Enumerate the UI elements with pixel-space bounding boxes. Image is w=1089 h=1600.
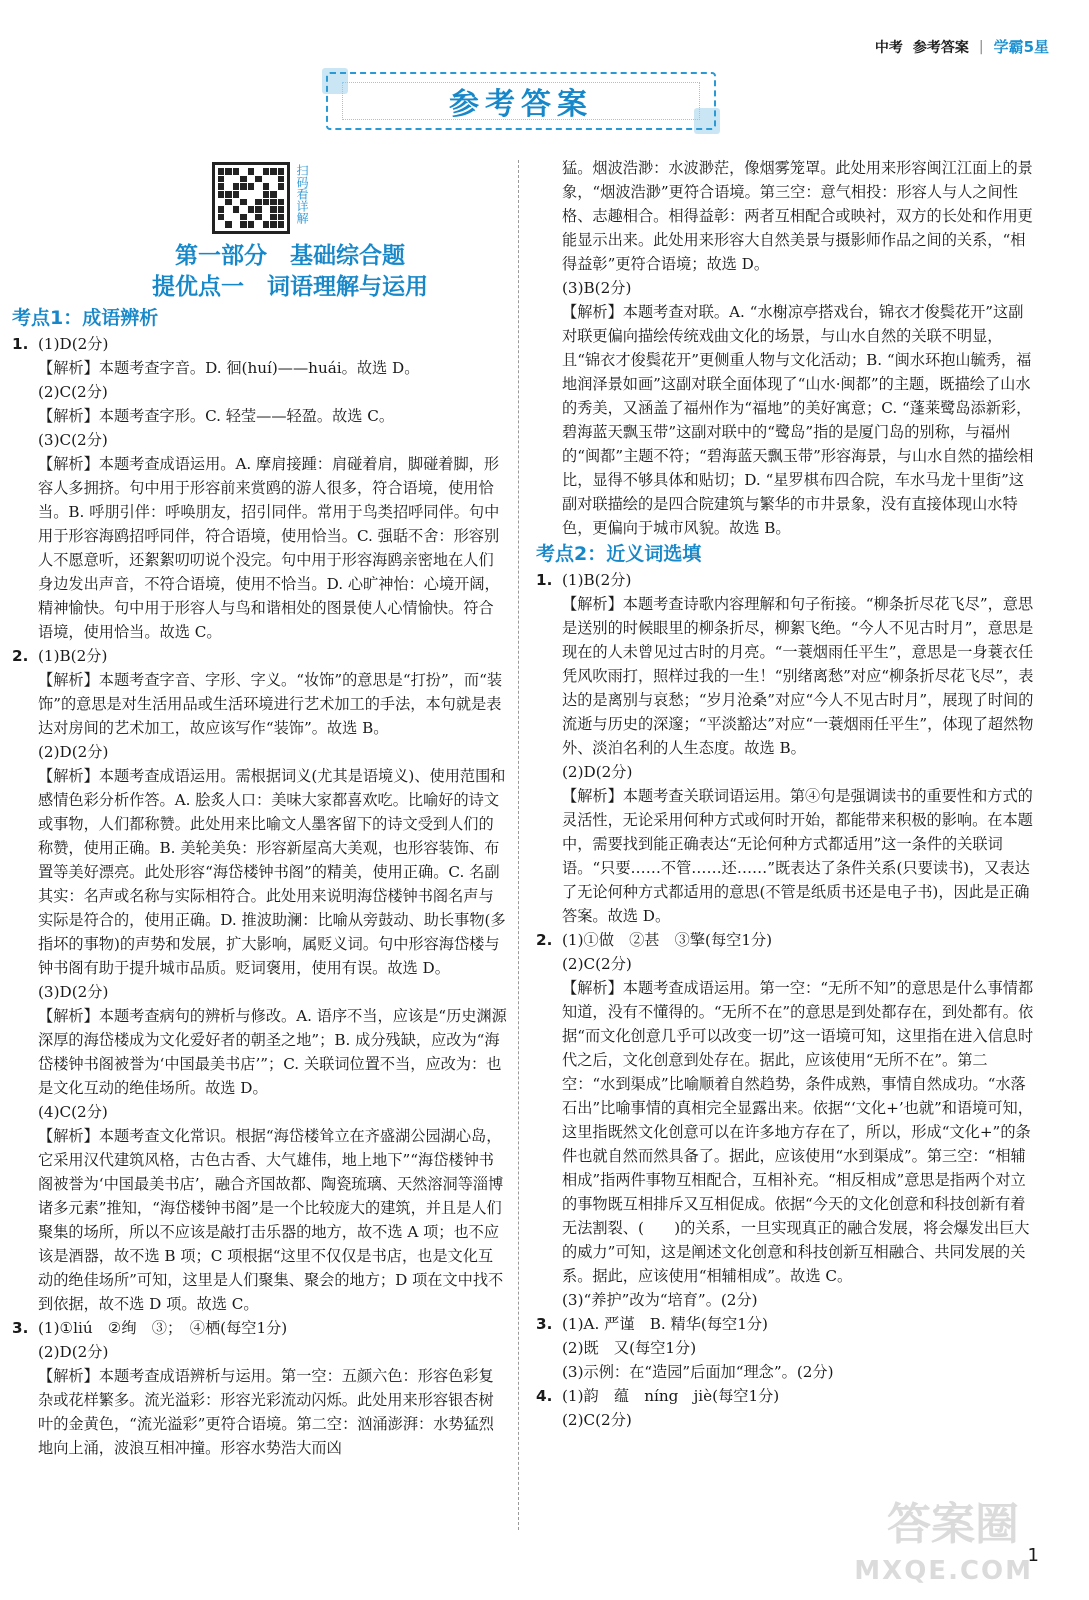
answer-text: 【解析】本题考查字形。C. 轻莹——轻盈。故选 C。 <box>38 407 395 425</box>
answer-text: (3)B(2分) <box>562 279 632 297</box>
answer-text: (4)C(2分) <box>38 1103 108 1121</box>
question-number: 2. <box>536 931 553 949</box>
question-number: 3. <box>536 1315 553 1333</box>
answer-text: 猛。烟波浩渺：水波渺茫，像烟雾笼罩。此处用来形容闽江江面上的景象，“烟波浩渺”更符合语境。第三空：意气相投：形容人与人之间性格、志趣相合。相得益彰：两者互相配合或映衬，双方的长处和作用更能显示出来。此处用来形容大自然美景与摄影师作品之间的关系，“相得益彰”更符合语境；故选 D。 <box>562 159 1033 273</box>
answer-text: (1)①liú ②绚 ③； ④栖(每空1分) <box>38 1319 288 1337</box>
answer-text: 【解析】本题考查成语运用。需根据词义(尤其是语境义)、使用范围和感情色彩分析作答。A. 脍炙人口：美味大家都喜欢吃。比喻好的诗文或事物，人们都称赞。此处用来比喻文人墨客留下的诗文受到人们的称赞，使用正确。B. 美轮美奂：形容新屋高大美观，也形容装饰、布置等美好漂亮。此处形容“海岱楼钟书阁”的精美，使用正确。C. 名副其实：名声或名称与实际相符合。此处用来说明海岱楼钟书阁名声与实际是符合的，使用正确。D. 推波助澜：比喻从旁鼓动、助长事物(多指坏的事物)的声势和发展，扩大影响，属贬义词。句中形容海岱楼与钟书阁有助于提升城市品质。贬词褒用，使用有误。故选 D。 <box>38 767 506 977</box>
question-number: 3. <box>12 1319 29 1337</box>
answer-text: (2)C(2分) <box>38 383 108 401</box>
answer-text: 【解析】本题考查文化常识。根据“海岱楼耸立在齐盛湖公园湖心岛，它采用汉代建筑风格，古色古香、大气雄伟，地上地下”“海岱楼钟书阁被誉为‘中国最美书店’，融合齐国故都、陶瓷琉璃、天然溶洞等淄博诸多元素”推知，“海岱楼钟书阁”是一个比较庞大的建筑，并且是人们聚集的场所，所以不应该是敲打击乐器的地方，故不选 A 项；也不应该是酒器，故不选 B 项；C 项根据“这里不仅仅是书店，也是文化互动的绝佳场所”可知，这里是人们聚集、聚会的地方；D 项在文中找不到依据，故不选 D 项。故选 C。 <box>38 1127 504 1313</box>
banner-title: 参考答案 <box>449 87 593 122</box>
answer-text: (3)C(2分) <box>38 431 108 449</box>
section-heading: 考点2：近义词选填 <box>536 543 702 565</box>
answer-text: (2)既 又(每空1分) <box>562 1339 697 1357</box>
answer-text: 【解析】本题考查诗歌内容理解和句子衔接。“柳条折尽花飞尽”，意思是送别的时候眼里的柳条折尽，柳絮飞绝。“今人不见古时月”，意思是现在的人未曾见过古时的月亮。“一蓑烟雨任平生”，意思是一身蓑衣任凭风吹雨打，照样过我的一生！“别绪离愁”对应“柳条折尽花飞尽”，表达的是离别与哀愁；“岁月沧桑”对应“今人不见古时月”，展现了时间的流逝与历史的深邃；“平淡豁达”对应“一蓑烟雨任平生”，体现了超然物外、淡泊名利的人生态度。故选 B。 <box>562 595 1034 757</box>
question-number: 2. <box>12 647 29 665</box>
answer-text: (2)D(2分) <box>38 1343 109 1361</box>
question-item <box>12 1316 508 1340</box>
section-heading: 考点1：成语辨析 <box>12 307 159 329</box>
answer-text: (2)C(2分) <box>562 1411 632 1429</box>
question-number: 4. <box>536 1387 553 1405</box>
left-column <box>12 240 508 1460</box>
question-item <box>12 332 508 356</box>
answer-text: 【解析】本题考查成语辨析与运用。第一空：五颜六色：形容色彩复杂或花样繁多。流光溢彩：形容光彩流动闪烁。此处用来形容银杏树叶的金黄色，“流光溢彩”更符合语境。第二空：汹涌澎湃：水势猛烈地向上涌，波浪互相冲撞。形容水势浩大而凶 <box>38 1367 494 1457</box>
title-banner <box>326 72 716 130</box>
answer-text: (1)A. 严谨 B. 精华(每空1分) <box>562 1315 768 1333</box>
question-number: 1. <box>12 335 29 353</box>
answer-text: 【解析】本题考查对联。A. “水榭凉亭搭戏台，锦衣才俊鬓花开”这副对联更偏向描绘传统戏曲文化的场景，与山水自然的关联不明显，且“锦衣才俊鬓花开”更侧重人物与文化活动；B. “闽水环抱山毓秀，福地润泽景如画”这副对联全面体现了“山水·闽都”的主题，既描绘了山水的秀美，又涵盖了福州作为“福地”的美好寓意；C. “蓬莱鹭岛添新彩，碧海蓝天飘玉带”这副对联中的“鹭岛”指的是厦门岛的别称，与福州的“闽都”主题不符；“碧海蓝天飘玉带”形容海景，与山水自然的描绘相比，显得不够具体和贴切；D. “星罗棋布四合院，车水马龙十里街”这副对联描绘的是四合院建筑与繁华的市井景象，没有直接体现山水特色，更偏向于城市风貌。故选 B。 <box>562 303 1034 537</box>
page-number: 1 <box>1027 1545 1039 1566</box>
answer-text: 【解析】本题考查病句的辨析与修改。A. 语序不当，应该是“历史渊源深厚的海岱楼成为文化爱好者的朝圣之地”；B. 成分残缺，应改为“海岱楼钟书阁被誉为‘中国最美书店’”；C. 关联词位置不当，应改为：也是文化互动的绝佳场所。故选 D。 <box>38 1007 507 1097</box>
answer-text: 【解析】本题考查字音、字形、字义。“妆饰”的意思是“打扮”，而“装饰”的意思是对生活用品或生活环境进行艺术加工的手法，本句就是表达对房间的艺术加工，故应该写作“装饰”。故选 B。 <box>38 671 503 737</box>
right-column <box>536 156 1034 1432</box>
point-title: 提优点一 词语理解与运用 <box>152 273 428 300</box>
answer-text: (3)D(2分) <box>38 983 109 1001</box>
answer-text: (1)D(2分) <box>38 335 109 353</box>
answer-text: 【解析】本题考查成语运用。A. 摩肩接踵：肩碰着肩，脚碰着脚，形容人多拥挤。句中用于形容前来赏鸥的游人很多，符合语境，使用恰当。B. 呼朋引伴：呼唤朋友，招引同伴。常用于鸟类招呼同伴。句中用于形容海鸥招呼同伴，符合语境，使用恰当。C. 强聒不舍：形容别人不愿意听，还絮絮叨叨说个没完。句中用于形容海鸥亲密地在人们身边发出声音，不符合语境，使用不恰当。D. 心旷神怡：心境开阔，精神愉快。句中用于形容人与鸟和谐相处的图景使人心情愉快。符合语境，使用恰当。故选 C。 <box>38 455 500 641</box>
header-section: 参考答案 <box>912 39 969 56</box>
qr-code-icon[interactable] <box>212 162 290 234</box>
answer-text: (2)D(2分) <box>562 763 633 781</box>
question-number: 1. <box>536 571 553 589</box>
question-item <box>536 568 1034 592</box>
answer-text: 【解析】本题考查成语运用。第一空：“无所不知”的意思是什么事情都知道，没有不懂得的。“无所不在”的意思是到处都存在，到处都有。依据“而文化创意几乎可以改变一切”这一语境可知，这里指在进入信息时代之后，文化创意到处存在。据此，应该使用“无所不在”。第二空：“水到渠成”比喻顺着自然趋势，条件成熟，事情自然成功。“水落石出”比喻事情的真相完全显露出来。依据“‘文化+’也就”和语境可知，这里指既然文化创意可以在许多地方存在了，所以，形成“文化+”的条件也就自然而然具备了。据此，应该使用“水到渠成”。第三空：“相辅相成”指两件事物互相配合，互相补充。“相反相成”意思是指两个对立的事物既互相排斥又互相促成。依据“今天的文化创意和科技创新有着无法割裂、( )的关系，一旦实现真正的融合发展，将会爆发出巨大的威力”可知，这是阐述文化创意和科技创新互相融合、共同发展的关系。据此，应该使用“相辅相成”。故选 C。 <box>562 979 1034 1285</box>
answer-text: (1)B(2分) <box>562 571 632 589</box>
qr-label: 扫码看详解 <box>295 164 309 224</box>
answer-text: (3)“养护”改为“培育”。(2分) <box>562 1291 758 1309</box>
answer-text: (2)C(2分) <box>562 955 632 973</box>
answer-text: 【解析】本题考查关联词语运用。第④句是强调读书的重要性和方式的灵活性，无论采用何种方式或何时开始，都能带来积极的影响。在本题中，需要找到能正确表达“无论何种方式都适用”这一条件的关联词语。“只要……不管……还……”既表达了条件关系(只要读书)，又表达了无论何种方式都适用的意思(不管是纸质书还是电子书)，因此是正确答案。故选 D。 <box>562 787 1033 925</box>
answer-text: (1)①做 ②甚 ③擎(每空1分) <box>562 931 773 949</box>
question-item <box>536 1312 1034 1336</box>
watermark-url: MXQE.COM <box>854 1556 1033 1586</box>
page-header: 中考 参考答案 | 学霸5星 <box>874 38 1049 56</box>
answer-text: 【解析】本题考查字音。D. 徊(huí)——huái。故选 D。 <box>38 359 420 377</box>
answer-text: (3)示例：在“造园”后面加“理念”。(2分) <box>562 1363 834 1381</box>
answer-text: (1)韵 蕴 níng jiè(每空1分) <box>562 1387 780 1405</box>
answer-text: (1)B(2分) <box>38 647 108 665</box>
answer-text: (2)D(2分) <box>38 743 109 761</box>
column-divider <box>518 160 519 1530</box>
header-exam: 中考 <box>874 39 903 56</box>
part-title: 第一部分 基础综合题 <box>175 242 405 269</box>
question-item <box>536 1384 1034 1408</box>
question-item <box>536 928 1034 952</box>
question-item <box>12 644 508 668</box>
header-brand: 学霸5星 <box>993 38 1049 56</box>
watermark-logo: 答案圈 <box>887 1499 1019 1550</box>
